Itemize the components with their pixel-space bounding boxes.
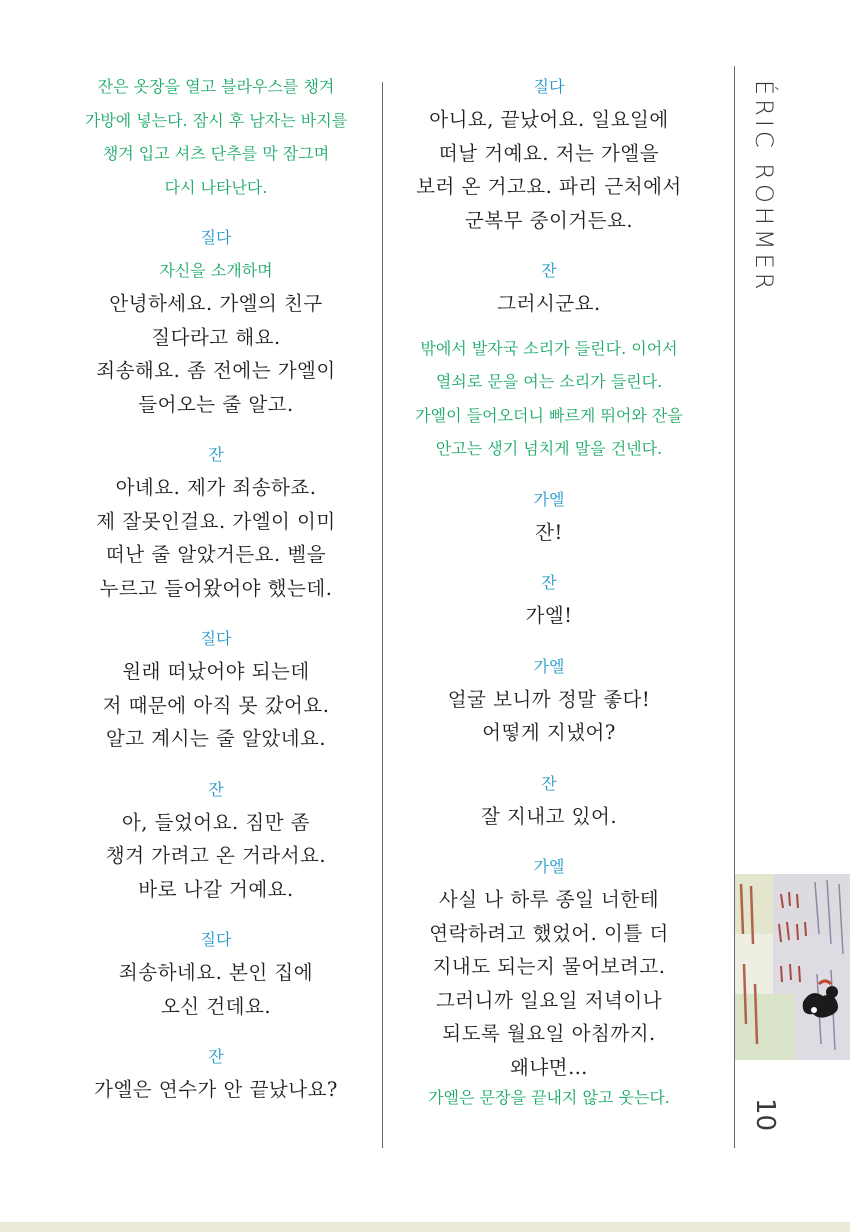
dialogue-line: 바로 나갈 거예요. xyxy=(138,877,294,901)
dialogue-line: 챙겨 가려고 온 거라서요. xyxy=(105,844,327,867)
speaker-name: 가엘 xyxy=(533,489,565,509)
speaker-name: 잔 xyxy=(541,773,557,793)
running-head: ÉRIC ROHMER xyxy=(750,80,778,294)
dialogue-line: 아니요, 끝났어요. 일요일에 xyxy=(429,108,669,131)
column-divider xyxy=(382,82,383,1148)
speaker-name: 질다 xyxy=(200,930,232,949)
speaker-direction: 자신을 소개하며 xyxy=(159,261,273,280)
dialogue-line: 저 때문에 아직 못 갔어요. xyxy=(102,693,330,717)
dialogue-line: 오신 건데요. xyxy=(160,994,272,1018)
speaker-name: 가엘 xyxy=(533,857,565,876)
stage-direction: 가방에 넣는다. 잠시 후 남자는 바지를 xyxy=(84,110,348,130)
left-column xyxy=(60,70,372,1107)
speaker-name: 잔 xyxy=(541,573,557,592)
dialogue-line: 되도록 월요일 아침까지. xyxy=(442,1022,656,1045)
dialogue-line: 보러 온 거고요. 파리 근처에서 xyxy=(416,175,682,198)
dialogue-line: 잔! xyxy=(535,520,563,544)
page-number: 10 xyxy=(750,1098,780,1132)
stage-direction: 열쇠로 문을 여는 소리가 들린다. xyxy=(435,372,663,391)
dialogue-line: 어떻게 지냈어? xyxy=(482,721,616,744)
speaker-name: 질다 xyxy=(533,77,565,96)
dialogue-line: 떠난 줄 알았거든요. 벨을 xyxy=(105,543,327,566)
dialogue-line: 가엘은 연수가 안 끝났나요? xyxy=(94,1078,338,1101)
dialogue-line: 안녕하세요. 가엘의 친구 xyxy=(109,292,323,315)
dialogue-line: 그러니까 일요일 저녁이나 xyxy=(435,988,663,1012)
stage-direction: 가엘은 문장을 끝내지 않고 웃는다. xyxy=(428,1088,670,1107)
dialogue-line: 누르고 들어왔어야 했는데. xyxy=(99,576,333,600)
dialogue-line: 연락하려고 했었어. 이틀 더 xyxy=(429,921,669,945)
dialogue-line: 제 잘못인걸요. 가엘이 이미 xyxy=(96,509,336,533)
stage-direction: 밖에서 발자국 소리가 들린다. 이어서 xyxy=(420,338,678,358)
dialogue-line: 얼굴 보니까 정말 좋다! xyxy=(447,687,651,711)
right-column xyxy=(393,70,705,1112)
dialogue-line: 들어오는 줄 알고. xyxy=(138,392,294,416)
speaker-name: 잔 xyxy=(208,779,224,799)
dialogue-line: 아, 들었어요. 짐만 좀 xyxy=(121,810,311,834)
speaker-name: 질다 xyxy=(200,629,232,648)
dialogue-line: 그러시군요. xyxy=(497,292,601,315)
speaker-name: 잔 xyxy=(208,1047,224,1066)
dialogue-line: 알고 계시는 줄 알았네요. xyxy=(105,727,327,750)
dialogue-line: 지내도 되는지 물어보려고. xyxy=(432,955,666,978)
painting-illustration xyxy=(735,874,850,1060)
speaker-name: 질다 xyxy=(200,228,232,247)
dialogue-line: 잘 지내고 있어. xyxy=(480,804,618,828)
dialogue-line: 죄송하네요. 본인 집에 xyxy=(118,961,314,984)
stage-direction: 잔은 옷장을 열고 블라우스를 챙겨 xyxy=(97,77,335,96)
stage-direction: 가엘이 들어오더니 빠르게 뛰어와 잔을 xyxy=(415,405,683,425)
dialogue-line: 아녜요. 제가 죄송하죠. xyxy=(115,476,317,499)
dialogue-line: 죄송해요. 좀 전에는 가엘이 xyxy=(96,359,336,382)
dialogue-line: 사실 나 하루 종일 너한테 xyxy=(438,888,660,911)
dialogue-line: 떠날 거예요. 저는 가엘을 xyxy=(438,141,660,165)
dialogue-line: 군복무 중이거든요. xyxy=(464,208,634,232)
dialogue-line: 왜냐면… xyxy=(509,1055,588,1079)
stage-direction: 챙겨 입고 셔츠 단추를 막 잠그며 xyxy=(102,144,330,163)
dialogue-line: 원래 떠났어야 되는데 xyxy=(122,660,310,683)
dialogue-line: 질다라고 해요. xyxy=(151,325,281,349)
stage-direction: 다시 나타난다. xyxy=(164,177,268,197)
dialogue-line: 가엘! xyxy=(525,604,573,627)
speaker-name: 잔 xyxy=(541,261,557,280)
speaker-name: 가엘 xyxy=(533,656,565,676)
speaker-name: 잔 xyxy=(208,445,224,464)
page-bottom-edge xyxy=(0,1222,850,1232)
stage-direction: 안고는 생기 넘치게 말을 건넨다. xyxy=(435,439,663,458)
